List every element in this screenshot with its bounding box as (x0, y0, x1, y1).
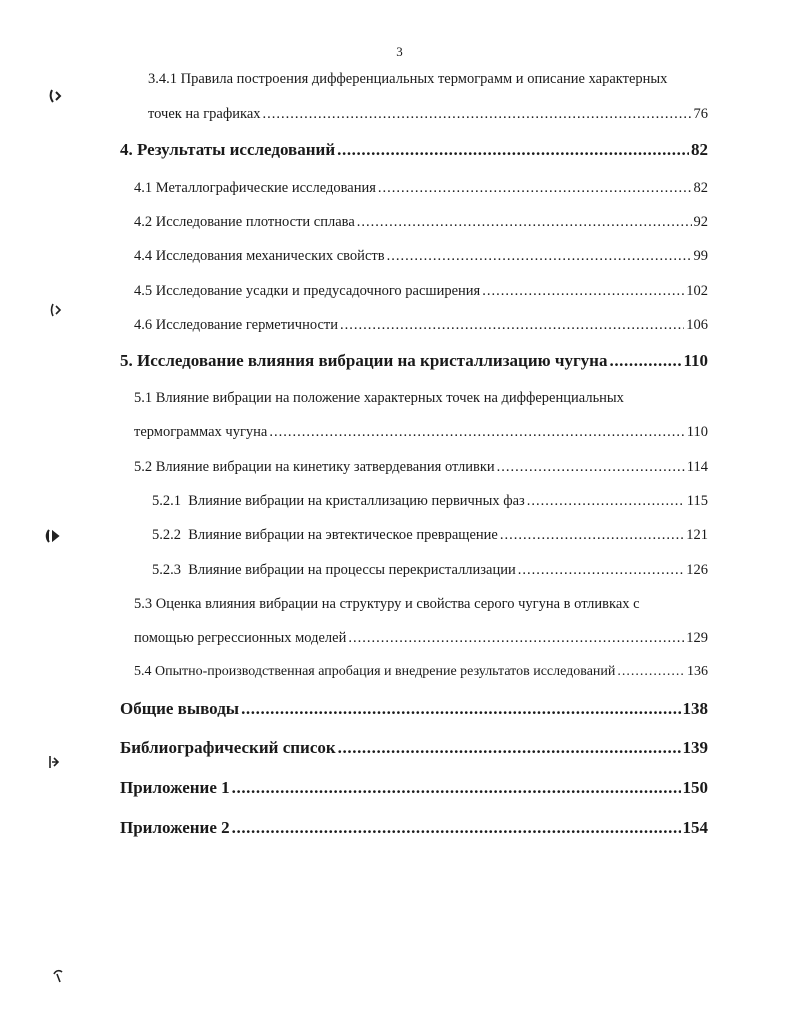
dot-leader (269, 424, 684, 441)
dot-leader (482, 283, 684, 300)
toc-entry-title: 5.2.3 Влияние вибрации на процессы перекристаллизации (152, 562, 516, 578)
toc-entry-4-6[interactable] (134, 317, 708, 334)
toc-entry-5-4[interactable] (134, 664, 708, 680)
toc-page-number: 99 (693, 248, 708, 264)
toc-page-number: 114 (686, 459, 708, 475)
toc-entry-title: 4.5 Исследование усадки и предусадочного расширения (134, 283, 481, 299)
toc-bibliography[interactable] (120, 738, 708, 758)
toc-entry-title: 5.4 Опытно-производственная апробация и внедрение результатов исследований (134, 664, 616, 679)
toc-entry-3-4-1[interactable] (148, 106, 708, 123)
toc-page-number: 110 (683, 351, 708, 370)
toc-chapter-title: 4. Результаты исследований (120, 140, 336, 159)
toc-conclusions[interactable] (120, 699, 708, 719)
toc-chapter-5[interactable] (120, 351, 708, 371)
toc-entry-5-3[interactable] (134, 630, 708, 647)
toc-chapter-title: 5. Исследование влияния вибрации на кристаллизацию чугуна (120, 351, 608, 370)
dot-leader (387, 248, 692, 265)
dot-leader (241, 699, 680, 719)
dot-leader (337, 140, 689, 160)
dot-leader (518, 562, 685, 579)
toc-page-number: 139 (682, 738, 708, 757)
page-number: 3 (396, 44, 403, 59)
dot-leader (348, 630, 684, 647)
toc-entry-5-2[interactable] (134, 459, 708, 476)
toc-chapter-title: Приложение 1 (120, 778, 230, 797)
scan-binding-mark (48, 302, 64, 323)
dot-leader (338, 738, 681, 758)
toc-entry-4-2[interactable] (134, 214, 708, 231)
toc-page-number: 126 (686, 562, 708, 578)
toc-chapter-4[interactable] (120, 140, 708, 160)
dot-leader (527, 493, 685, 510)
scan-binding-mark (48, 88, 64, 109)
toc-entry-4-4[interactable] (134, 248, 708, 265)
dot-leader (263, 106, 692, 123)
toc-chapter-title: Общие выводы (120, 699, 240, 718)
dot-leader (340, 317, 684, 334)
toc-page-number: 121 (686, 527, 708, 543)
toc-appendix-2[interactable] (120, 818, 708, 838)
scan-binding-mark (50, 968, 66, 989)
toc-page-number: 115 (686, 493, 708, 509)
toc-entry-5-2-2[interactable] (152, 527, 708, 544)
toc-page-number: 150 (682, 778, 708, 797)
toc-page-number: 136 (687, 664, 708, 679)
toc-page-number: 154 (682, 818, 708, 837)
toc-page-number: 82 (693, 180, 708, 196)
dot-leader (232, 778, 681, 798)
dot-leader (232, 818, 681, 838)
toc-page-number: 106 (686, 317, 708, 333)
toc-appendix-1[interactable] (120, 778, 708, 798)
scan-binding-mark (46, 754, 62, 775)
dot-leader (378, 180, 692, 197)
toc-chapter-title: Библиографический список (120, 738, 336, 757)
toc-entry-title: 4.2 Исследование плотности сплава (134, 214, 355, 230)
toc-entry-5-2-1[interactable] (152, 493, 708, 510)
toc-page-number: 138 (682, 699, 708, 718)
dot-leader (357, 214, 692, 231)
toc-entry-title: помощью регрессионных моделей (134, 630, 347, 646)
dot-leader (617, 664, 685, 680)
toc-entry-title: термограммах чугуна (134, 424, 268, 440)
toc-entry-5-2-3[interactable] (152, 562, 708, 579)
toc-chapter-title: Приложение 2 (120, 818, 230, 837)
toc-entry-4-1[interactable] (134, 180, 708, 197)
dot-leader (500, 527, 684, 544)
dot-leader (497, 459, 685, 476)
dot-leader (609, 351, 681, 371)
toc-entry-title: 5.2.2 Влияние вибрации на эвтектическое превращение (152, 527, 498, 543)
toc-entry-5-1-line1: 5.1 Влияние вибрации на положение характерных точек на дифференциальных (134, 390, 624, 406)
toc-entry-3-4-1-line1: 3.4.1 Правила построения дифференциальных термограмм и описание характерных (148, 71, 668, 87)
toc-page-number: 110 (686, 424, 708, 440)
toc-page-number: 76 (693, 106, 708, 122)
toc-entry-title: 5.2 Влияние вибрации на кинетику затвердевания отливки (134, 459, 495, 475)
toc-page-number: 102 (686, 283, 708, 299)
toc-entry-title: точек на графиках (148, 106, 261, 122)
scan-binding-mark (44, 528, 62, 549)
toc-entry-5-3-line1: 5.3 Оценка влияния вибрации на структуру и свойства серого чугуна в отливках с (134, 596, 640, 612)
toc-page-number: 129 (686, 630, 708, 646)
toc-entry-title: 4.4 Исследования механических свойств (134, 248, 385, 264)
toc-entry-4-5[interactable] (134, 283, 708, 300)
toc-page-number: 92 (693, 214, 708, 230)
toc-entry-title: 4.6 Исследование герметичности (134, 317, 338, 333)
toc-entry-5-1[interactable] (134, 424, 708, 441)
toc-entry-title: 4.1 Металлографические исследования (134, 180, 376, 196)
toc-entry-title: 5.2.1 Влияние вибрации на кристаллизацию первичных фаз (152, 493, 525, 509)
toc-page-number: 82 (691, 140, 708, 159)
